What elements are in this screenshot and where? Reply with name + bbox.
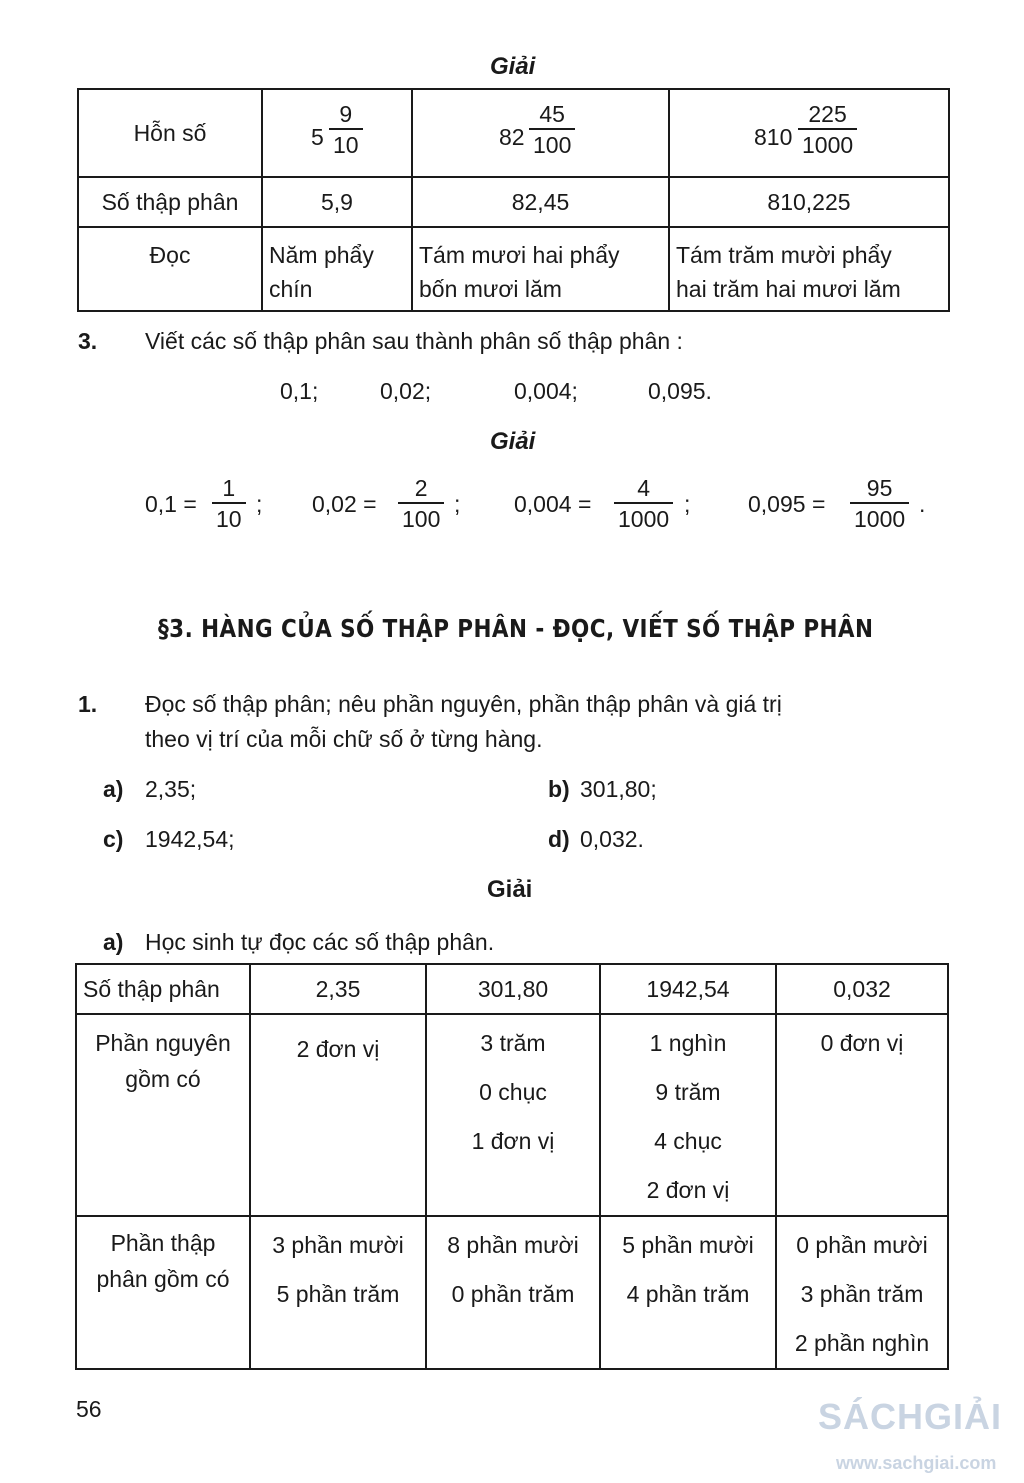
fraction (212, 474, 246, 534)
value: 0,02; (380, 378, 432, 404)
reading-cell (262, 227, 412, 311)
exercise-text: theo vị trí của mỗi chữ số ở từng hàng. (145, 726, 543, 752)
place-value: 3 phần mười (272, 1232, 404, 1258)
separator: ; (256, 491, 263, 517)
row-header: Đọc (78, 227, 262, 311)
numerator: 4 (637, 475, 650, 501)
solution-heading: Giải (490, 53, 536, 80)
numerator: 225 (808, 101, 847, 127)
fraction (798, 100, 857, 160)
row-header (76, 1014, 250, 1216)
fraction (529, 100, 575, 160)
equation-lhs: 0,02 = (312, 491, 377, 517)
fraction (614, 474, 673, 534)
header-line: Phần nguyên (95, 1030, 231, 1056)
fraction (850, 474, 909, 534)
section-title: §3. HÀNG CỦA SỐ THẬP PHÂN - ĐỌC, VIẾT SỐ THẬP PHÂN (158, 614, 874, 643)
decimal-value: 810,225 (669, 177, 949, 227)
place-value: 0 đơn vị (820, 1030, 904, 1056)
place-value: 3 phần trăm (800, 1281, 924, 1307)
decimal-part-cell (776, 1216, 948, 1369)
reading-line: chín (269, 276, 313, 302)
header-line: gồm có (125, 1066, 201, 1092)
denominator: 10 (329, 128, 363, 160)
exercise-text: Đọc số thập phân; nêu phần nguyên, phần thập phân và giá trị (145, 691, 782, 717)
mixed-number-table (77, 88, 950, 312)
header-line: phân gồm có (96, 1266, 230, 1292)
denominator: 1000 (798, 128, 857, 160)
exercise-number: 3. (78, 328, 98, 354)
row-header: Số thập phân (76, 964, 250, 1014)
equation-lhs: 0,1 = (145, 491, 197, 517)
integer-part-cell (250, 1014, 426, 1216)
place-value: 3 trăm (480, 1030, 546, 1056)
item-value: 1942,54; (145, 826, 235, 852)
decimal-part-cell (250, 1216, 426, 1369)
numerator: 2 (414, 475, 428, 501)
place-value: 4 chục (654, 1128, 722, 1154)
place-value: 1 đơn vị (471, 1128, 555, 1154)
solution-heading: Giải (487, 876, 533, 903)
denominator: 100 (529, 128, 575, 160)
exercise-text: Viết các số thập phân sau thành phân số thập phân : (145, 328, 683, 354)
table-row (76, 1014, 948, 1216)
table-row (76, 1216, 948, 1369)
numerator: 9 (339, 101, 353, 127)
separator: . (919, 491, 926, 517)
mixed-number-cell (262, 89, 412, 177)
whole-part: 810 (754, 124, 793, 150)
equation-lhs: 0,004 = (514, 491, 592, 517)
item-value: 301,80; (580, 776, 657, 802)
row-header: Số thập phân (78, 177, 262, 227)
place-value: 5 phần mười (622, 1232, 754, 1258)
reading-line: bốn mươi lăm (419, 276, 562, 302)
header-line: Phần thập (110, 1230, 216, 1256)
place-value: 0 chục (479, 1079, 547, 1105)
mixed-number-cell (412, 89, 669, 177)
answer-text: Học sinh tự đọc các số thập phân. (145, 929, 495, 955)
numerator: 45 (539, 101, 565, 127)
place-value: 5 phần trăm (276, 1281, 400, 1307)
table-row (78, 227, 949, 311)
value: 0,004; (514, 378, 578, 404)
reading-line: Tám trăm mười phẩy (676, 242, 892, 268)
separator: ; (454, 491, 461, 517)
value: 0,1; (280, 378, 319, 404)
denominator: 100 (398, 502, 444, 534)
integer-part-cell (426, 1014, 600, 1216)
table-row (78, 89, 949, 177)
column-header: 1942,54 (600, 964, 776, 1014)
reading-cell (669, 227, 949, 311)
solution-heading: Giải (490, 428, 536, 455)
place-value: 1 nghìn (649, 1030, 727, 1056)
item-label: c) (103, 826, 124, 852)
item-label: a) (103, 776, 124, 802)
fraction (398, 474, 444, 534)
equation-lhs: 0,095 = (748, 491, 826, 517)
brand-url: www.sachgiai.com (836, 1453, 997, 1473)
column-header: 0,032 (776, 964, 948, 1014)
integer-part-cell (600, 1014, 776, 1216)
place-value: 2 phần nghìn (794, 1330, 930, 1356)
reading-line: Năm phẩy (269, 242, 374, 268)
mixed-number-cell (669, 89, 949, 177)
place-value: 0 phần mười (796, 1232, 928, 1258)
column-header: 301,80 (426, 964, 600, 1014)
table-row (78, 177, 949, 227)
whole-part: 82 (499, 124, 525, 150)
fraction (329, 100, 363, 160)
decimal-value: 82,45 (412, 177, 669, 227)
place-value: 4 phần trăm (626, 1281, 750, 1307)
row-header: Hỗn số (78, 89, 262, 177)
whole-part: 5 (311, 124, 324, 150)
place-value: 8 phần mười (447, 1232, 579, 1258)
separator: ; (684, 491, 691, 517)
brand-logo: SÁCHGIẢI (818, 1396, 1003, 1437)
column-header: 2,35 (250, 964, 426, 1014)
denominator: 10 (212, 502, 246, 534)
item-label: a) (103, 929, 124, 955)
item-value: 2,35; (145, 776, 197, 802)
decimal-part-cell (600, 1216, 776, 1369)
place-value: 9 trăm (655, 1079, 721, 1105)
decimal-value: 5,9 (262, 177, 412, 227)
integer-part-cell (776, 1014, 948, 1216)
value: 0,095. (648, 378, 712, 404)
denominator: 1000 (850, 502, 909, 534)
numerator: 95 (866, 475, 893, 501)
reading-line: Tám mươi hai phẩy (419, 242, 620, 268)
place-value-table (75, 963, 949, 1370)
place-value: 2 đơn vị (646, 1177, 730, 1203)
row-header (76, 1216, 250, 1369)
item-value: 0,032. (580, 826, 644, 852)
denominator: 1000 (614, 502, 673, 534)
exercise-number: 1. (78, 691, 98, 717)
numerator: 1 (222, 475, 236, 501)
page-number: 56 (76, 1396, 102, 1422)
table-row (76, 964, 948, 1014)
reading-cell (412, 227, 669, 311)
item-label: d) (548, 826, 570, 852)
decimal-part-cell (426, 1216, 600, 1369)
place-value: 2 đơn vị (296, 1036, 380, 1062)
item-label: b) (548, 776, 570, 802)
reading-line: hai trăm hai mươi lăm (676, 276, 901, 302)
place-value: 0 phần trăm (451, 1281, 575, 1307)
